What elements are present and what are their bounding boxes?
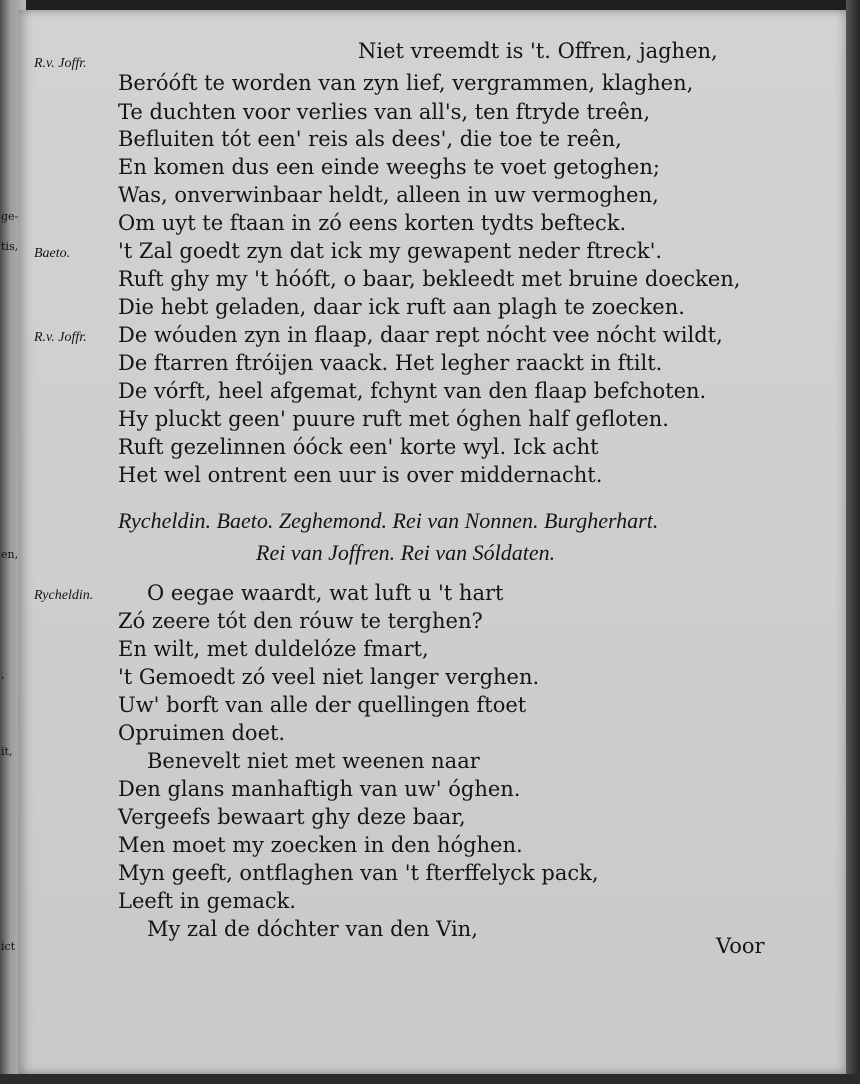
verse-line: Ruft gezelinnen óóck een' korte wyl. Ick acht bbox=[118, 435, 599, 459]
edge-fragment: tis, bbox=[1, 240, 19, 253]
book-right-shadow bbox=[846, 0, 860, 1084]
chorus-line: En wilt, met duldelóze fmart, bbox=[118, 637, 429, 661]
chorus-line: My zal de dóchter van den Vin, bbox=[147, 917, 478, 941]
speaker-label: R.v. Joffr. bbox=[34, 330, 87, 345]
chorus-line: 't Gemoedt zó veel niet langer verghen. bbox=[118, 665, 540, 689]
verse-line: Om uyt te ftaan in zó eens korten tydts befteck. bbox=[118, 211, 627, 235]
verse-line: Niet vreemdt is 't. Offren, jaghen, bbox=[358, 39, 718, 63]
speaker-label: Baeto. bbox=[34, 246, 71, 261]
chorus-line: Vergeefs bewaart ghy deze baar, bbox=[118, 805, 466, 829]
chorus-line: O eegae waardt, wat luft u 't hart bbox=[147, 581, 504, 605]
chorus-line: Uw' borft van alle der quellingen ftoet bbox=[118, 693, 527, 717]
speaker-label: Rycheldin. bbox=[34, 588, 94, 603]
chorus-line: Benevelt niet met weenen naar bbox=[147, 749, 480, 773]
verse-line: Befluiten tót een' reis als dees', die toe te reên, bbox=[118, 127, 622, 151]
chorus-line: Zó zeere tót den róuw te terghen? bbox=[118, 609, 483, 633]
verse-line: Beróóft te worden van zyn lief, vergrammen, klaghen, bbox=[118, 71, 694, 95]
verse-line: Ruft ghy my 't hóóft, o baar, bekleedt met bruine doecken, bbox=[118, 267, 741, 291]
chorus-line: Men moet my zoecken in den hóghen. bbox=[118, 833, 523, 857]
edge-fragment: en, bbox=[1, 548, 19, 561]
chorus-line: Leeft in gemack. bbox=[118, 889, 297, 913]
verse-line: De vórft, heel afgemat, fchynt van den flaap befchoten. bbox=[118, 379, 707, 403]
facing-page-fragments bbox=[0, 0, 18, 1084]
book-bottom-shadow bbox=[0, 1074, 860, 1084]
chorus-line: Den glans manhaftigh van uw' óghen. bbox=[118, 777, 521, 801]
edge-fragment: ge- bbox=[1, 210, 19, 223]
speaker-label: R.v. Joffr. bbox=[34, 56, 87, 71]
verse-line: De ftarren ftróijen vaack. Het legher raackt in ftilt. bbox=[118, 351, 663, 375]
verse-line: De wóuden zyn in flaap, daar rept nócht vee nócht wildt, bbox=[118, 323, 723, 347]
edge-fragment: it, bbox=[1, 745, 13, 758]
verse-line: En komen dus een einde weeghs te voet getoghen; bbox=[118, 155, 660, 179]
verse-line: Die hebt geladen, daar ick ruft aan plagh te zoecken. bbox=[118, 295, 685, 319]
scene-heading-line: Rei van Joffren. Rei van Sóldaten. bbox=[256, 540, 556, 565]
edge-fragment: ict bbox=[1, 940, 16, 953]
verse-line: Was, onverwinbaar heldt, alleen in uw vermoghen, bbox=[118, 183, 659, 207]
edge-fragment: , bbox=[1, 668, 5, 681]
verse-line: Hy pluckt geen' puure ruft met óghen half gefloten. bbox=[118, 407, 669, 431]
verse-line: Het wel ontrent een uur is over middernacht. bbox=[118, 463, 603, 487]
chorus-line: Myn geeft, ontflaghen van 't fterffelyck pack, bbox=[118, 861, 599, 885]
verse-line: 't Zal goedt zyn dat ick my gewapent neder ftreck'. bbox=[118, 239, 663, 263]
catchword: Voor bbox=[716, 934, 765, 958]
scene-heading-line: Rycheldin. Baeto. Zeghemond. Rei van Nonnen. Burgherhart. bbox=[118, 508, 659, 533]
chorus-line: Opruimen doet. bbox=[118, 721, 286, 745]
verse-line: Te duchten voor verlies van all's, ten ftryde treên, bbox=[118, 100, 651, 124]
